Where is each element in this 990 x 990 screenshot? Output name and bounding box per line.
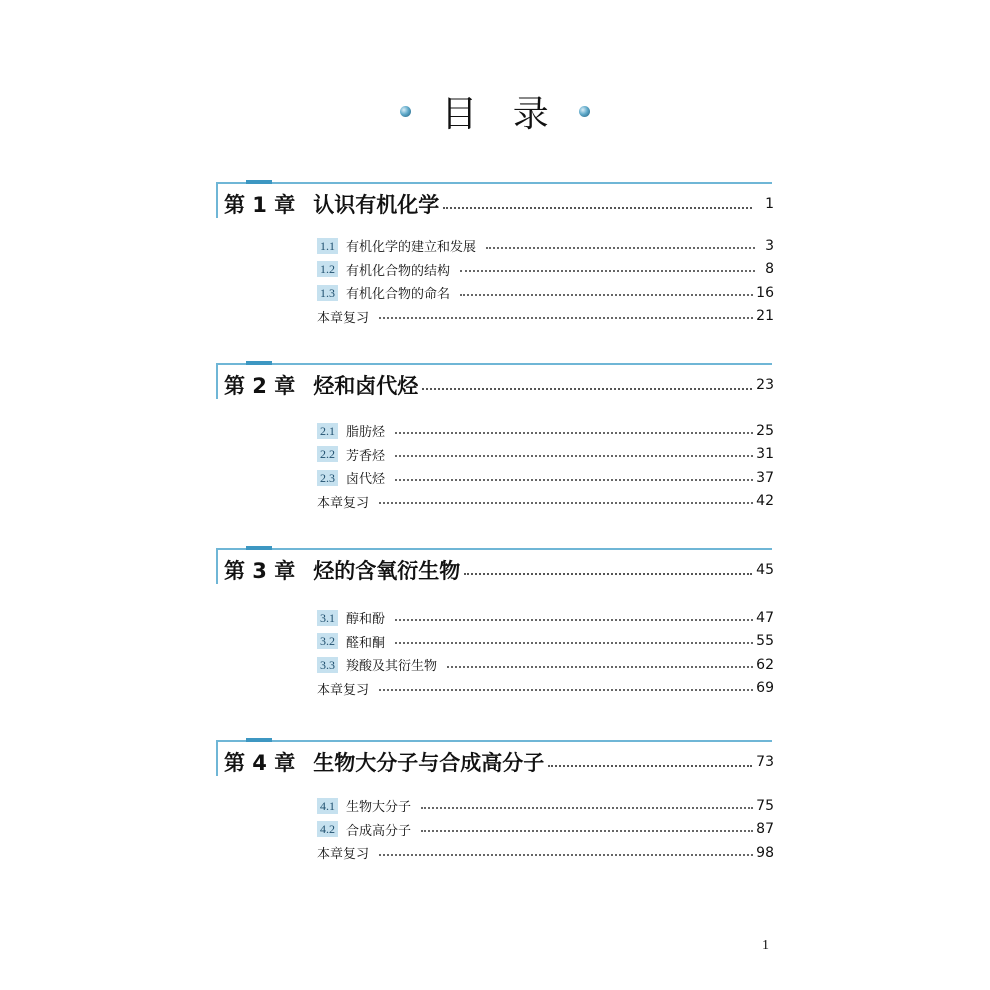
section-number: 2.3 xyxy=(317,470,338,486)
section-page: 62 xyxy=(756,656,774,673)
chapter-title: 烃和卤代烃 xyxy=(313,374,419,398)
section-title: 合成高分子 xyxy=(346,823,412,839)
page-title: 目 录 xyxy=(441,93,561,135)
leader-dots xyxy=(395,432,753,434)
section-page: 87 xyxy=(756,821,774,838)
section-page: 47 xyxy=(756,609,774,626)
chapter-label: 第 1 章 xyxy=(224,193,296,217)
chapter-rule xyxy=(216,548,772,550)
section-number: 3.3 xyxy=(317,657,338,673)
chapter-rule-accent xyxy=(246,738,272,742)
chapter-rule xyxy=(216,363,772,365)
chapter-label: 第 4 章 xyxy=(224,751,296,775)
review-entry[interactable] xyxy=(317,305,774,329)
section-page: 69 xyxy=(756,680,774,697)
section-page: 25 xyxy=(756,422,774,439)
section-page: 21 xyxy=(756,308,774,325)
section-list xyxy=(317,234,774,328)
section-list xyxy=(317,794,774,865)
section-page: 31 xyxy=(756,446,774,463)
leader-dots xyxy=(422,388,752,390)
section-page: 3 xyxy=(765,237,774,254)
toc-heading xyxy=(0,86,990,136)
section-number: 1.3 xyxy=(317,285,338,301)
section-number: 1.2 xyxy=(317,261,338,277)
section-number: 4.2 xyxy=(317,821,338,837)
section-entry[interactable] xyxy=(317,606,774,630)
leader-dots xyxy=(548,765,752,767)
chapter-rule-accent xyxy=(246,546,272,550)
leader-dots xyxy=(379,502,753,504)
chapter-label: 第 2 章 xyxy=(224,374,296,398)
chapter-entry[interactable] xyxy=(224,371,774,399)
section-title: 羧酸及其衍生物 xyxy=(346,659,438,675)
section-title: 醛和酮 xyxy=(346,635,386,651)
section-page: 98 xyxy=(756,844,774,861)
chapter-side-bar xyxy=(216,548,218,584)
section-entry[interactable] xyxy=(317,630,774,654)
chapter-side-bar xyxy=(216,182,218,218)
section-list xyxy=(317,419,774,513)
chapter-title: 烃的含氧衍生物 xyxy=(313,559,461,583)
section-title: 有机化合物的命名 xyxy=(346,287,451,303)
section-entry[interactable] xyxy=(317,258,774,282)
section-number: 3.2 xyxy=(317,633,338,649)
section-page: 55 xyxy=(756,633,774,650)
section-number: 3.1 xyxy=(317,610,338,626)
review-entry[interactable] xyxy=(317,841,774,865)
chapter-title: 生物大分子与合成高分子 xyxy=(313,751,545,775)
leader-dots xyxy=(464,573,752,575)
chapter-side-bar xyxy=(216,740,218,776)
chapter-entry[interactable] xyxy=(224,556,774,584)
section-entry[interactable] xyxy=(317,794,774,818)
chapter-entry[interactable] xyxy=(224,748,774,776)
review-title: 本章复习 xyxy=(317,495,370,511)
leader-dots xyxy=(460,294,753,296)
leader-dots xyxy=(460,270,755,272)
review-title: 本章复习 xyxy=(317,847,370,863)
leader-dots xyxy=(395,455,753,457)
section-entry[interactable] xyxy=(317,234,774,258)
leader-dots xyxy=(395,479,753,481)
bullet-dot-icon xyxy=(400,106,411,117)
section-page: 16 xyxy=(756,284,774,301)
bullet-dot-icon xyxy=(579,106,590,117)
chapter-rule-accent xyxy=(246,180,272,184)
section-title: 生物大分子 xyxy=(346,800,412,816)
section-title: 醇和酚 xyxy=(346,612,386,628)
leader-dots xyxy=(379,854,753,856)
section-title: 脂肪烃 xyxy=(346,425,386,441)
section-entry[interactable] xyxy=(317,466,774,490)
leader-dots xyxy=(447,666,753,668)
section-number: 1.1 xyxy=(317,238,338,254)
chapter-header xyxy=(216,182,774,218)
leader-dots xyxy=(395,619,753,621)
section-page: 37 xyxy=(756,469,774,486)
section-title: 有机化合物的结构 xyxy=(346,263,451,279)
chapter-side-bar xyxy=(216,363,218,399)
chapter-header xyxy=(216,363,774,399)
chapter-page: 45 xyxy=(756,562,774,578)
leader-dots xyxy=(421,807,753,809)
chapter-rule xyxy=(216,740,772,742)
chapter-entry[interactable] xyxy=(224,190,774,218)
section-title: 芳香烃 xyxy=(346,448,386,464)
chapter-title: 认识有机化学 xyxy=(313,193,440,217)
chapter-label: 第 3 章 xyxy=(224,559,296,583)
section-number: 4.1 xyxy=(317,798,338,814)
review-title: 本章复习 xyxy=(317,682,370,698)
leader-dots xyxy=(486,247,755,249)
chapter-header xyxy=(216,740,774,776)
section-entry[interactable] xyxy=(317,818,774,842)
chapter-page: 73 xyxy=(756,754,774,770)
chapter-4 xyxy=(216,740,774,865)
section-number: 2.1 xyxy=(317,423,338,439)
section-list xyxy=(317,606,774,700)
section-entry[interactable] xyxy=(317,443,774,467)
leader-dots xyxy=(395,642,753,644)
chapter-page: 1 xyxy=(765,196,774,212)
section-title: 卤代烃 xyxy=(346,472,386,488)
chapter-2 xyxy=(216,363,774,513)
section-title: 有机化学的建立和发展 xyxy=(346,240,477,256)
section-page: 42 xyxy=(756,493,774,510)
section-entry[interactable] xyxy=(317,281,774,305)
chapter-rule-accent xyxy=(246,361,272,365)
leader-dots xyxy=(379,317,753,319)
section-entry[interactable] xyxy=(317,419,774,443)
chapter-header xyxy=(216,548,774,584)
section-number: 2.2 xyxy=(317,446,338,462)
page-number: 1 xyxy=(762,938,769,953)
chapter-3 xyxy=(216,548,774,700)
review-entry[interactable] xyxy=(317,490,774,514)
review-entry[interactable] xyxy=(317,677,774,701)
leader-dots xyxy=(443,207,752,209)
leader-dots xyxy=(421,830,753,832)
chapter-page: 23 xyxy=(756,377,774,393)
section-page: 75 xyxy=(756,797,774,814)
section-entry[interactable] xyxy=(317,653,774,677)
section-page: 8 xyxy=(765,261,774,278)
review-title: 本章复习 xyxy=(317,310,370,326)
chapter-1 xyxy=(216,182,774,328)
chapter-rule xyxy=(216,182,772,184)
leader-dots xyxy=(379,689,753,691)
